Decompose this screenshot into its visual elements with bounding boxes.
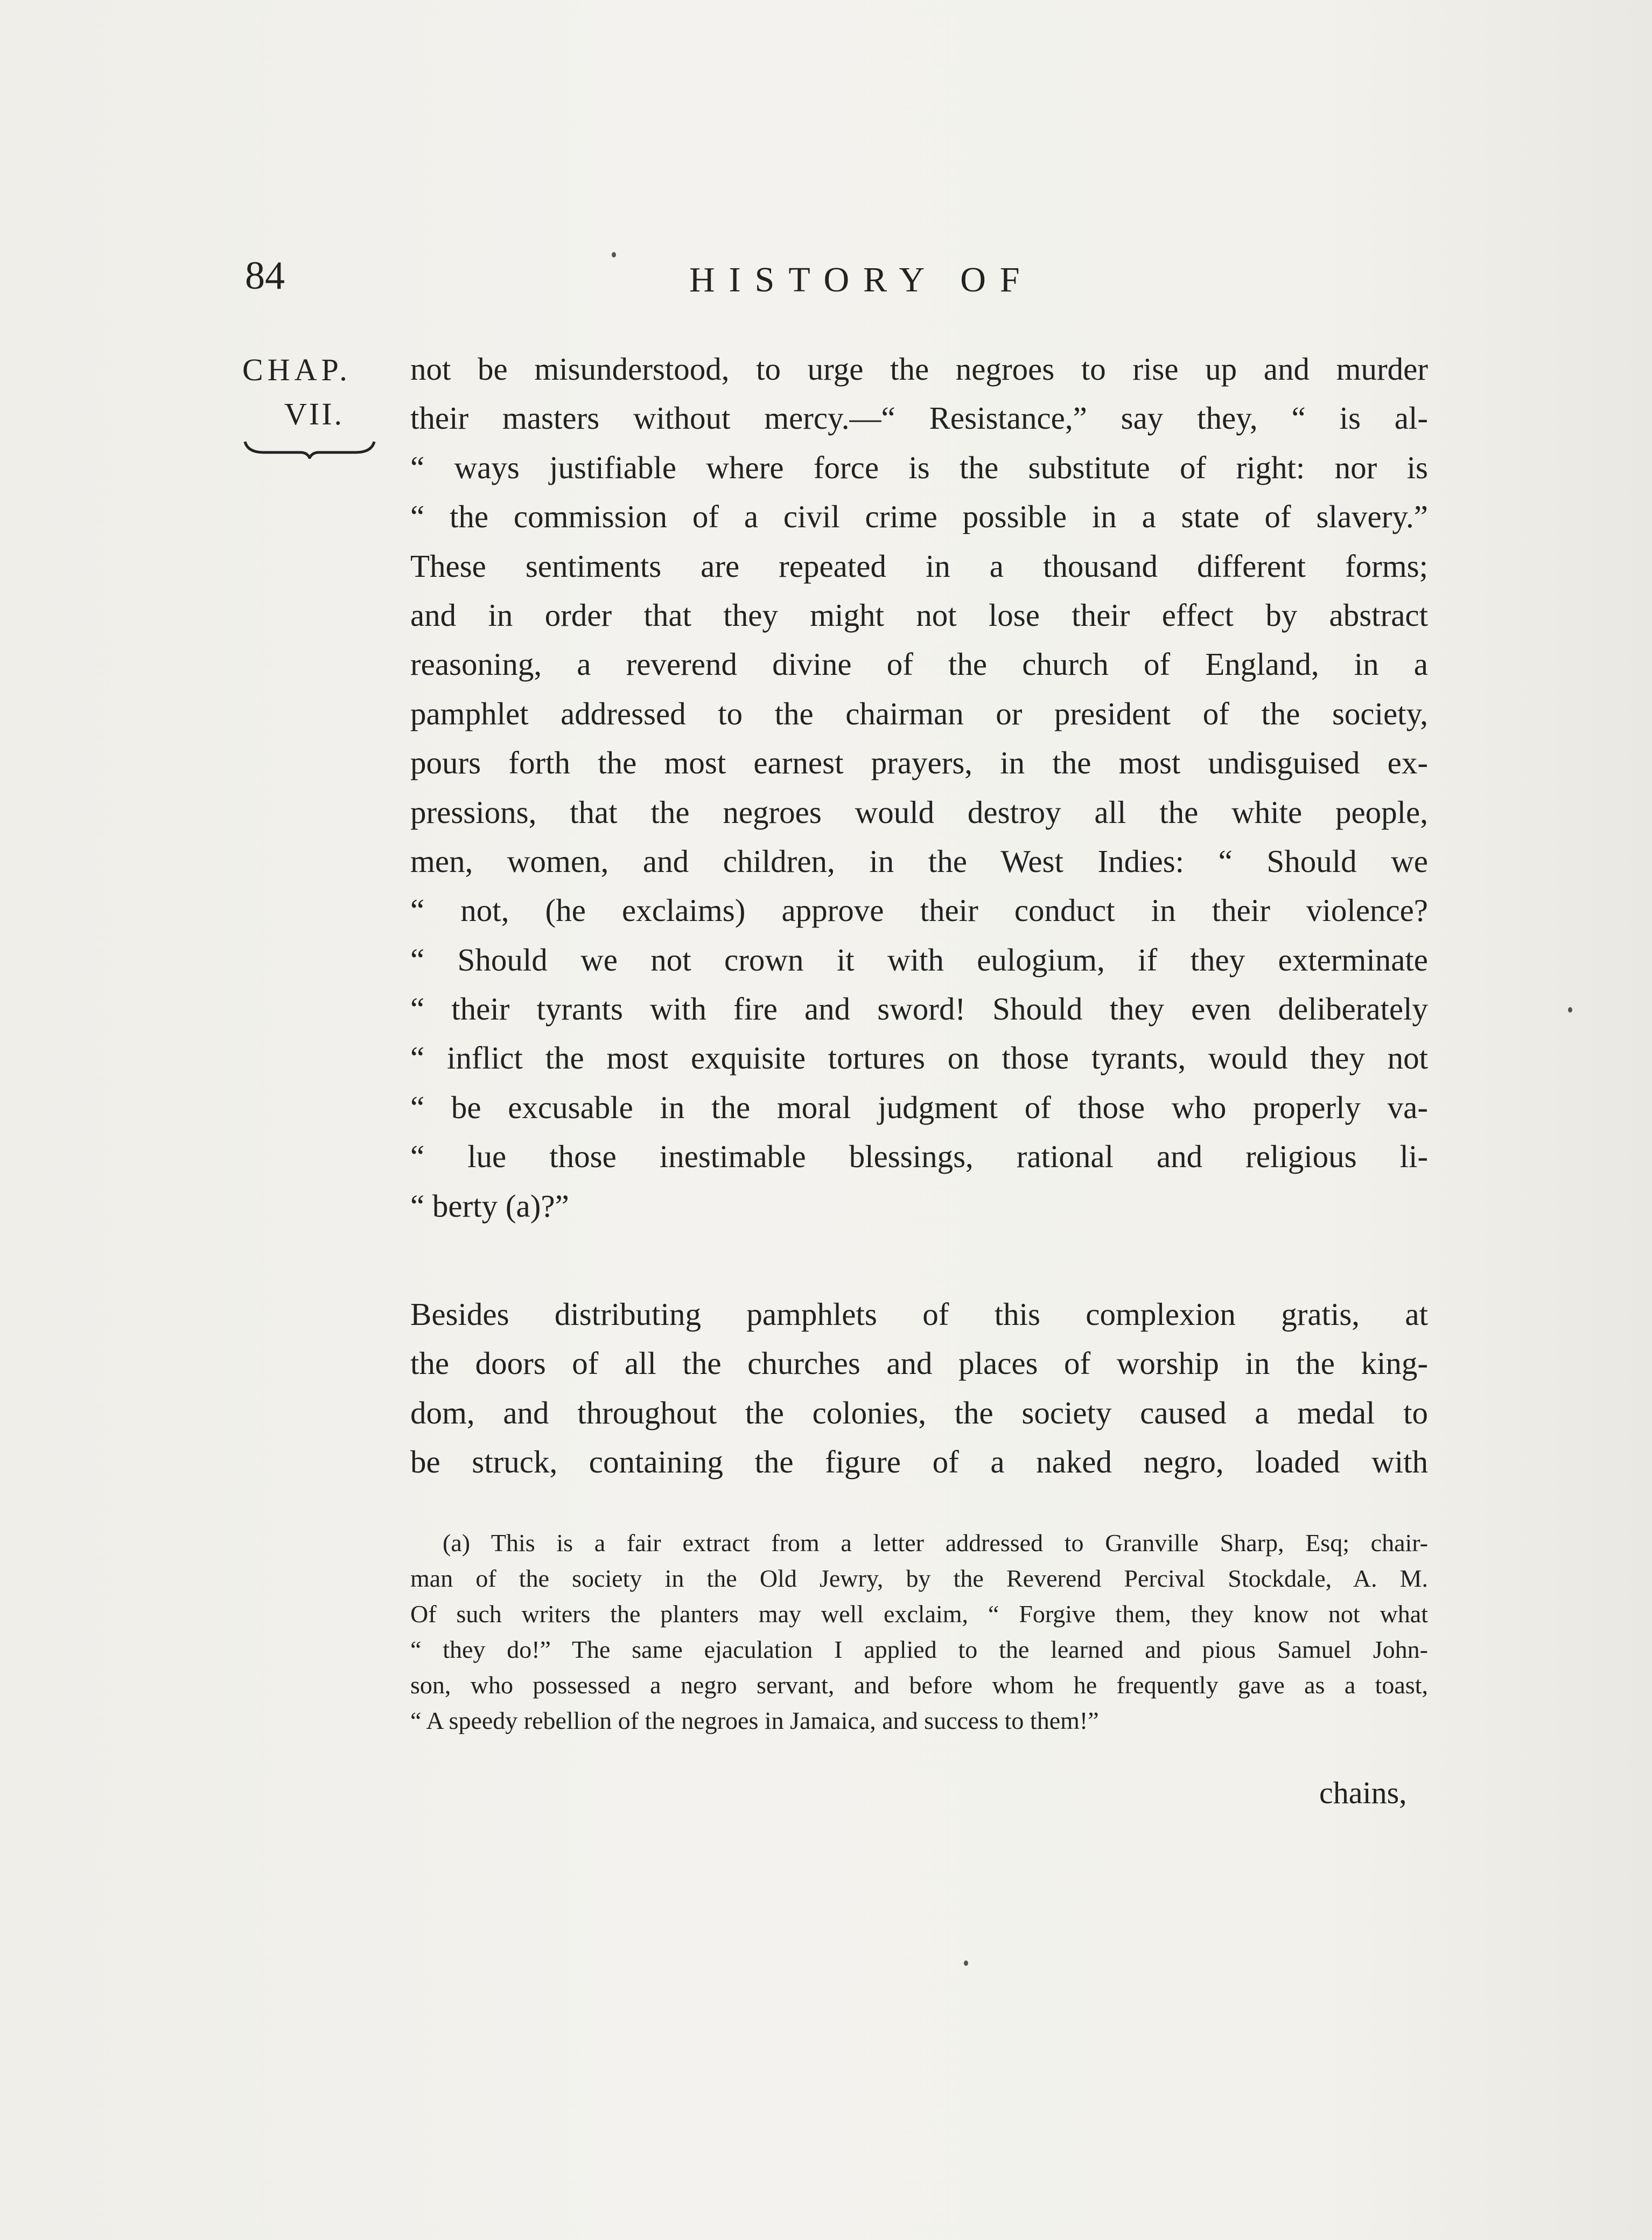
catchword: chains,: [1319, 1775, 1407, 1810]
body-line: the doors of all the churches and places of worship in the king-: [410, 1345, 1428, 1381]
page-number: 84: [245, 254, 285, 298]
body-line: “ Should we not crown it with eulogium, if they exterminate: [410, 941, 1428, 978]
body-line: “ the commission of a civil crime possible in a state of slavery.”: [410, 499, 1428, 535]
body-line: “ ways justifiable where force is the substitute of right: nor is: [410, 449, 1428, 485]
chapter-brace-ornament: [242, 437, 377, 459]
body-line: “ be excusable in the moral judgment of those who properly va-: [410, 1089, 1428, 1125]
footnote-line: “ they do!” The same ejaculation I applied to the learned and pious Samuel John-: [410, 1636, 1428, 1663]
main-text: [410, 345, 1428, 1487]
footnote: [410, 1525, 1428, 1739]
body-line: Besides distributing pamphlets of this complexion gratis, at: [410, 1296, 1428, 1332]
footnote-line: (a) This is a fair extract from a letter addressed to Granville Sharp, Esq; chair-: [443, 1529, 1428, 1557]
body-line: pours forth the most earnest prayers, in the most undisguised ex-: [410, 745, 1428, 781]
body-line: their masters without mercy.—“ Resistance,” say they, “ is al-: [410, 400, 1428, 436]
body-line: pressions, that the negroes would destroy all the white people,: [410, 794, 1428, 830]
paper-speck: [1568, 1007, 1572, 1013]
body-line: “ not, (he exclaims) approve their conduct in their violence?: [410, 892, 1428, 929]
body-line: dom, and throughout the colonies, the society caused a medal to: [410, 1394, 1428, 1430]
body-line: These sentiments are repeated in a thousand different forms;: [410, 548, 1428, 584]
footnote-line: “ A speedy rebellion of the negroes in Jamaica, and success to them!”: [410, 1707, 1099, 1734]
body-line: men, women, and children, in the West Indies: “ Should we: [410, 843, 1428, 879]
body-line: be struck, containing the figure of a naked negro, loaded with: [410, 1444, 1428, 1480]
footnote-line: son, who possessed a negro servant, and before whom he frequently gave as a toast,: [410, 1671, 1428, 1699]
body-line: “ lue those inestimable blessings, rational and religious li-: [410, 1139, 1428, 1175]
paper-speck: [964, 1960, 968, 1966]
footnote-line: man of the society in the Old Jewry, by the Reverend Percival Stockdale, A. M.: [410, 1565, 1428, 1592]
body-line: not be misunderstood, to urge the negroes to rise up and murder: [410, 351, 1428, 387]
paper-speck: [612, 252, 616, 257]
body-line: “ berty (a)?”: [410, 1188, 569, 1224]
footnote-line: Of such writers the planters may well exclaim, “ Forgive them, they know not what: [410, 1600, 1428, 1628]
chapter-number: VII.: [284, 396, 345, 431]
body-line: reasoning, a reverend divine of the church of England, in a: [410, 646, 1428, 682]
chapter-label: CHAP.: [242, 352, 352, 387]
body-line: “ inflict the most exquisite tortures on those tyrants, would they not: [410, 1040, 1428, 1076]
body-line: and in order that they might not lose their effect by abstract: [410, 597, 1428, 633]
body-line: pamphlet addressed to the chairman or president of the society,: [410, 695, 1428, 731]
body-line: “ their tyrants with fire and sword! Should they even deliberately: [410, 991, 1428, 1027]
running-head: HISTORY OF: [689, 260, 1034, 299]
